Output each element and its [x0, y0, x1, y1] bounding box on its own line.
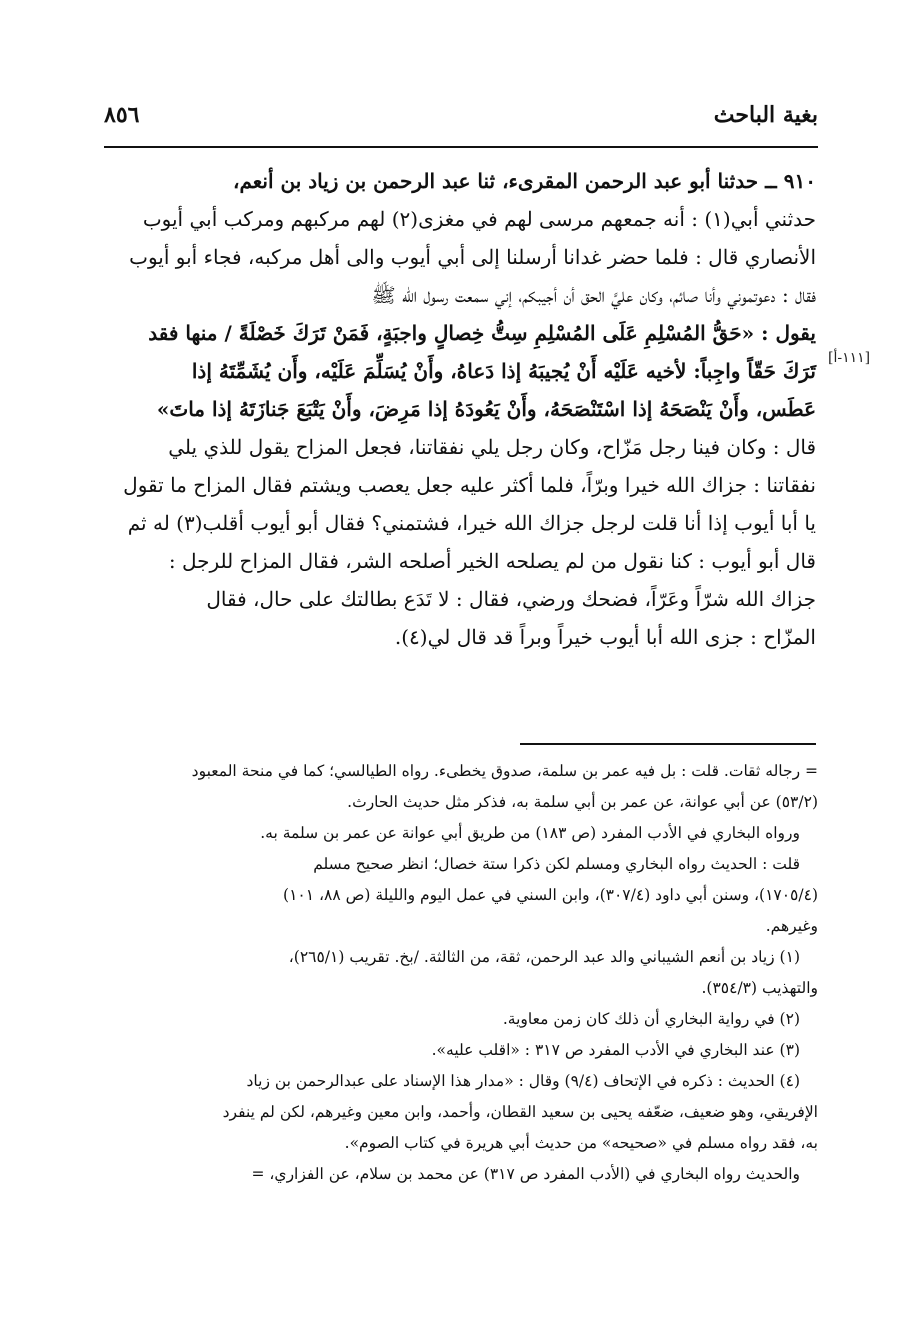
- footnote-line: وغيرهم.: [765, 917, 818, 935]
- body-line: يا أبا أيوب إذا أنا قلت لرجل جزاك الله خيرا، فشتمني؟ فقال أبو أيوب أقلب(٣) له ثم: [127, 511, 816, 535]
- body-line: تَرَكَ حَقّاً واجِباً: لأخيه عَلَيْه أَنْ يُجيبَهُ إذا دَعاهُ، وأَنْ يُسَلِّمَ عَلَيْه، وأَن يُشَمِّتَهُ إذا: [191, 359, 816, 383]
- footnote-line: (٣) عند البخاري في الأدب المفرد ص ٣١٧ : «اقلب عليه».: [431, 1041, 800, 1059]
- header-rule: [104, 146, 818, 148]
- footnote-line: (٤) الحديث : ذكره في الإتحاف (٩/٤) وقال : «مدار هذا الإسناد على عبدالرحمن بن زياد: [246, 1072, 800, 1090]
- footnote-line: (١) زياد بن أنعم الشيباني والد عبد الرحمن، ثقة، من الثالثة. /بخ. تقريب (٢٦٥/١)،: [288, 948, 800, 966]
- footnotes: [104, 756, 818, 1190]
- body-line: يقول : «حَقُّ المُسْلِمِ عَلَى المُسْلِمِ سِتُّ خِصالٍ واجبَةٍ، فَمَنْ تَرَكَ خَصْلَةً / منها فقد: [148, 321, 816, 345]
- page-header: [104, 98, 818, 138]
- main-text: [104, 162, 816, 656]
- body-line: المزّاح : جزى الله أبا أيوب خيراً وبراً قد قال لي(٤).: [394, 625, 816, 649]
- running-title: بغية الباحث: [713, 102, 818, 128]
- body-line: نفقاتنا : جزاك الله خيرا وبرّاً، فلما أكثر عليه جعل يعصب ويشتم فقال المزاح ما تقول: [123, 473, 816, 497]
- body-line: ٩١٠ ــ حدثنا أبو عبد الرحمن المقرىء، ثنا عبد الرحمن بن زياد بن أنعم،: [232, 169, 816, 193]
- footnote-line: ورواه البخاري في الأدب المفرد (ص ١٨٣) من طريق أبي عوانة عن عمر بن سلمة به.: [260, 824, 800, 842]
- footnote-line: = رجاله ثقات. قلت : بل فيه عمر بن سلمة، صدوق يخطىء. رواه الطيالسي؛ كما في منحة المعبود: [191, 762, 818, 780]
- footnote-line: والحديث رواه البخاري في (الأدب المفرد ص ٣١٧) عن محمد بن سلام، عن الفزاري، =: [251, 1165, 800, 1183]
- page-number: ٨٥٦: [104, 102, 140, 128]
- footnote-line: الإفريقي، وهو ضعيف، ضعّفه يحيى بن سعيد القطان، وأحمد، وابن معين وغيرهم، لكن لم ينفرد: [222, 1103, 818, 1121]
- body-line: قال : وكان فينا رجل مَزّاح، وكان رجل يلي نفقاتنا، فجعل المزاح يقول للذي يلي: [168, 435, 816, 459]
- footnote-separator: [520, 743, 816, 745]
- footnote-line: (٢) في رواية البخاري أن ذلك كان زمن معاوية.: [502, 1010, 800, 1028]
- body-line: جزاك الله شرّاً وعَرّاً، فضحك ورضي، فقال : لا تَدَع بطالتك على حال، فقال: [206, 587, 816, 611]
- footnote-line: قلت : الحديث رواه البخاري ومسلم لكن ذكرا ستة خصال؛ انظر صحيح مسلم: [313, 855, 800, 873]
- footnote-line: به، فقد رواه مسلم في «صحيحه» من حديث أبي هريرة في كتاب الصوم».: [344, 1134, 818, 1152]
- footnote-line: (١٧٠٥/٤)، وسنن أبي داود (٣٠٧/٤)، وابن السني في عمل اليوم والليلة (ص ٨٨، ١٠١): [283, 886, 818, 904]
- body-line: فقال : دعوتموني وأنا صائم، وكان عليَّ الحق أن أجيبكم، إني سمعت رسول الله ﷺ: [371, 283, 816, 307]
- body-line: حدثني أبي(١) : أنه جمعهم مرسى لهم في مغزى(٢) لهم مركبهم ومركب أبي أيوب: [142, 207, 816, 231]
- body-line: قال أبو أيوب : كنا نقول من لم يصلحه الخير أصلحه الشر، فقال المزاح للرجل :: [168, 549, 816, 573]
- footnote-line: والتهذيب (٣٥٤/٣).: [701, 979, 818, 997]
- manuscript-folio-marker: [١١١-أ]: [828, 350, 871, 366]
- body-line: عَطَس، وأَنْ يَنْصَحَهُ إذا اسْتَنْصَحَهُ، وأَنْ يَعُودَهُ إذا مَرِضَ، وأَنْ يَتْبَعَ جَنازَتَهُ إذا ماتَ»: [156, 397, 816, 421]
- footnote-line: (٥٣/٢) عن أبي عوانة، عن عمر بن أبي سلمة به، فذكر مثل حديث الحارث.: [347, 793, 818, 811]
- body-line: الأنصاري قال : فلما حضر غدانا أرسلنا إلى أبي أيوب والى أهل مركبه، فجاء أبو أيوب: [129, 245, 816, 269]
